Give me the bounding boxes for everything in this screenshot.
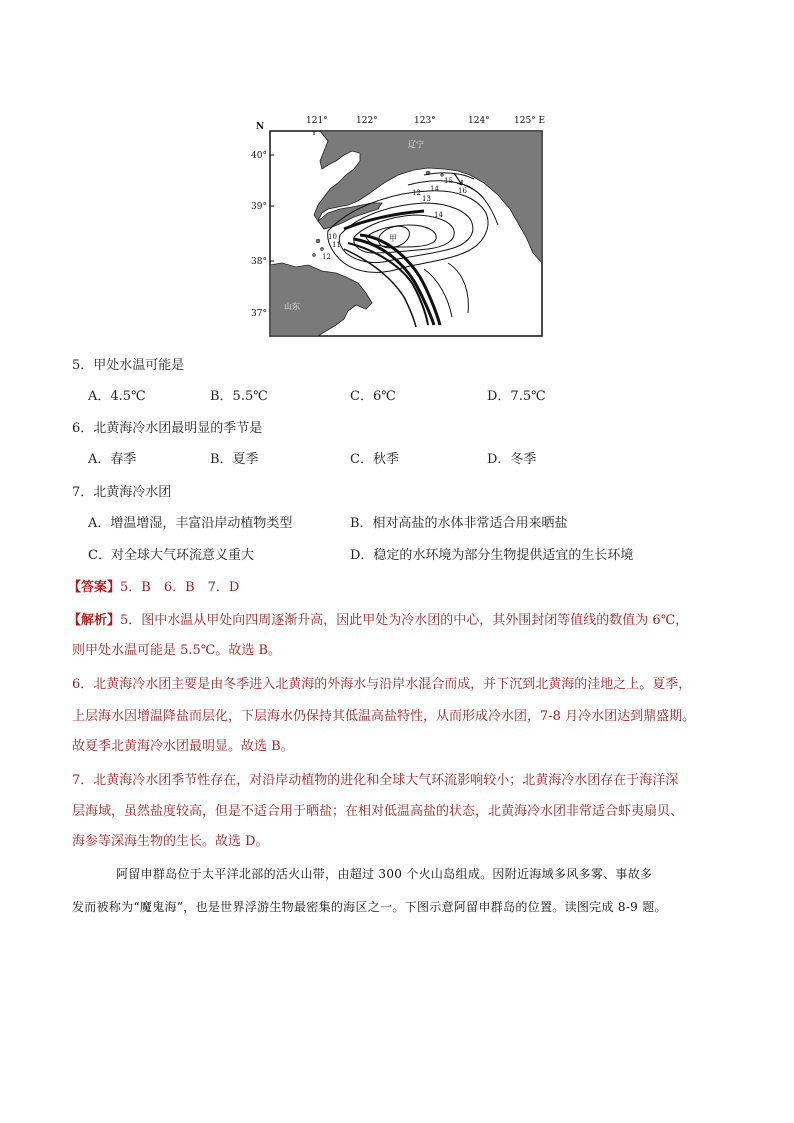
north-label: N xyxy=(256,122,265,132)
q5-option-c: C．6℃ xyxy=(350,389,396,404)
q7-option-d: D．稳定的水环境为部分生物提供适宜的生长环境 xyxy=(350,548,634,563)
analysis-line-2: 则甲处水温可能是 5.5℃。故选 B。 xyxy=(72,643,282,658)
lon-label-121: 121° xyxy=(306,116,328,126)
answer-text: 5．B 6．B 7．D xyxy=(120,580,240,595)
lat-label-39: 39° xyxy=(251,202,267,212)
q6-option-d: D．冬季 xyxy=(487,452,537,467)
analysis-line-6: 7．北黄海冷水团季节性存在，对沿岸动植物的进化和全球大气环流影响较小；北黄海冷水团存在于海洋深 xyxy=(72,773,679,788)
q7-option-c: C．对全球大气环流意义重大 xyxy=(88,548,254,563)
passage-line-2: 发而被称为“魔鬼海”，也是世界浮游生物最密集的海区之一。下图示意阿留申群岛的位置。读图完成 8-9 题。 xyxy=(72,900,667,914)
question-5-stem: 5．甲处水温可能是 xyxy=(72,358,185,373)
contour-label-11: 11 xyxy=(332,241,341,249)
analysis-line-1 xyxy=(68,606,728,636)
contour-label-10: 10 xyxy=(328,233,337,241)
analysis-tag: 【解析】 xyxy=(68,613,121,628)
lon-label-125: 125° E xyxy=(514,116,546,126)
q7-option-a: A．增温增湿，丰富沿岸动植物类型 xyxy=(88,516,293,531)
lon-label-122: 122° xyxy=(356,116,378,126)
analysis-line-7: 层海域，虽然盐度较高，但是不适合用于晒盐；在相对低温高盐的状态，北黄海冷水团非常适合虾夷扇贝、 xyxy=(72,804,684,819)
question-6-stem: 6．北黄海冷水团最明显的季节是 xyxy=(72,421,263,436)
analysis-line-3: 6．北黄海冷水团主要是由冬季进入北黄海的外海水与沿岸水混合而成，并下沉到北黄海的洼地之上。夏季， xyxy=(72,677,692,692)
answer-tag: 【答案】 xyxy=(68,580,121,595)
analysis-text-1: 5．图中水温从甲处向四周逐渐升高，因此甲处为冷水团的中心，其外围封闭等值线的数值为 6℃， xyxy=(120,613,689,628)
contour-label-14: 14 xyxy=(430,185,439,193)
analysis-line-5: 故夏季北黄海冷水团最明显。故选 B。 xyxy=(72,739,294,754)
contour-label-14b: 14 xyxy=(434,211,443,219)
lon-label-123: 123° xyxy=(414,116,436,126)
lat-label-37: 37° xyxy=(251,309,267,319)
contour-label-15: 15 xyxy=(444,177,453,185)
answer-line xyxy=(68,578,239,598)
q6-option-a: A．春季 xyxy=(88,452,137,467)
q7-option-b: B．相对高盐的水体非常适合用来晒盐 xyxy=(350,516,568,531)
contour-label-12: 12 xyxy=(412,189,421,197)
analysis-line-4: 上层海水因增温降盐而层化，下层海水仍保持其低温高盐特性，从而形成冷水团，7-8 月冷水团达到鼎盛期。 xyxy=(72,709,696,724)
q5-option-b: B．5.5℃ xyxy=(210,389,268,404)
passage-line-1: 阿留申群岛位于太平洋北部的活火山带，由超过 300 个火山岛组成。因附近海域多风多雾、事故多 xyxy=(116,867,653,881)
place-label-liaoning: 辽宁 xyxy=(408,140,424,149)
question-7-stem: 7．北黄海冷水团 xyxy=(72,485,172,500)
contour-label-12b: 12 xyxy=(322,253,331,261)
q5-option-a: A．4.5℃ xyxy=(88,389,146,404)
lat-label-40: 40° xyxy=(251,151,267,161)
lon-label-124: 124° xyxy=(468,116,490,126)
analysis-line-8: 海参等深海生物的生长。故选 D。 xyxy=(72,834,269,849)
lat-label-38: 38° xyxy=(251,257,267,267)
center-label-jia: 甲 xyxy=(389,234,397,243)
q6-option-c: C．秋季 xyxy=(350,452,399,467)
sea-temperature-map xyxy=(248,113,546,340)
q6-option-b: B．夏季 xyxy=(210,452,259,467)
contour-label-16: 16 xyxy=(458,187,467,195)
q5-option-d: D．7.5℃ xyxy=(487,389,546,404)
place-label-shandong: 山东 xyxy=(284,302,300,311)
contour-label-13: 13 xyxy=(422,195,431,203)
